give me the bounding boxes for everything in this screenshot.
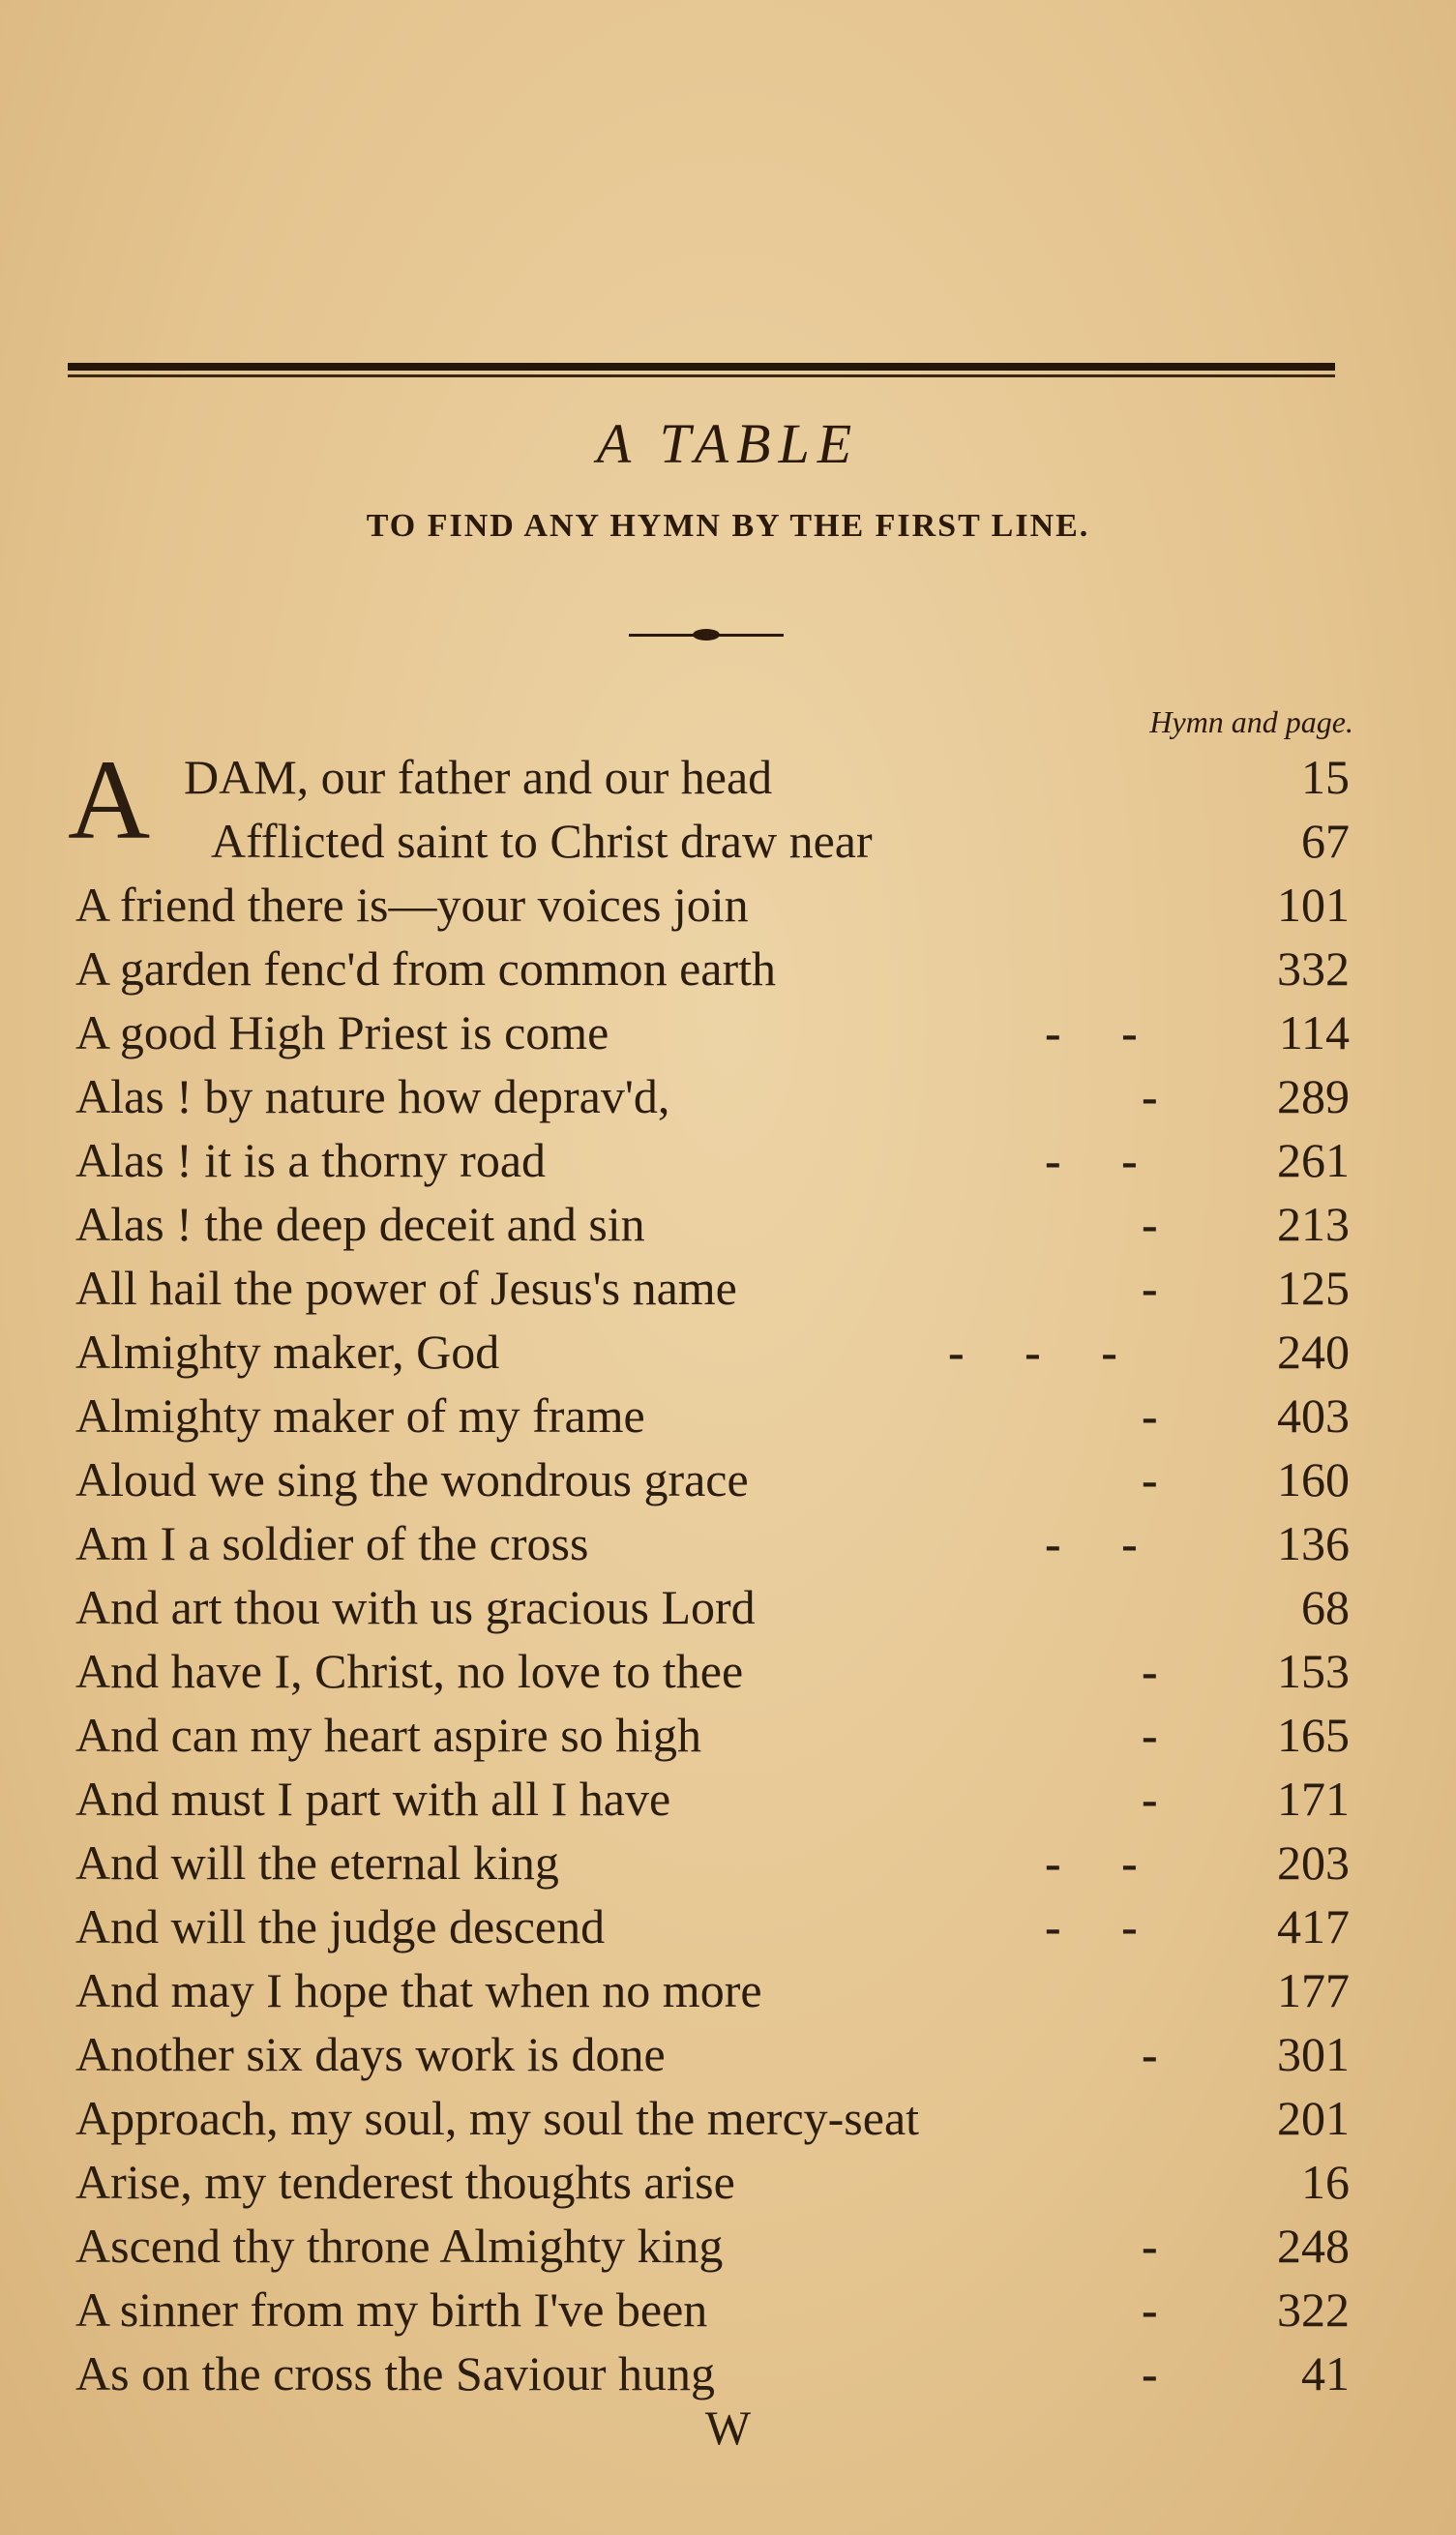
index-entry — [0, 1320, 1456, 1384]
index-entry — [0, 873, 1456, 937]
index-entry — [0, 1511, 1456, 1575]
entry-leader-dashes: - — [1142, 1708, 1158, 1762]
index-entry — [0, 1767, 1456, 1831]
entry-first-line: A sinner from my birth I've been — [75, 2282, 708, 2337]
index-entry — [0, 1958, 1456, 2022]
entry-first-line: And must I part with all I have — [75, 1772, 671, 1826]
entry-first-line: Approach, my soul, my soul the mercy-seat — [75, 2091, 920, 2145]
entry-page-number: 160 — [1277, 1452, 1350, 1506]
entry-page-number: 322 — [1277, 2282, 1350, 2337]
rule-thick-line — [68, 363, 1335, 371]
entry-leader-dashes: - — [1142, 1261, 1158, 1315]
entry-first-line: Aloud we sing the wondrous grace — [75, 1452, 749, 1506]
entry-page-number: 101 — [1277, 878, 1350, 932]
index-entry — [0, 2278, 1456, 2341]
index-entry — [0, 1575, 1456, 1639]
entry-page-number: 165 — [1277, 1708, 1350, 1762]
index-entry — [0, 745, 1456, 809]
entry-first-line: And will the eternal king — [75, 1835, 559, 1890]
entry-first-line: Arise, my tenderest thoughts arise — [75, 2155, 735, 2209]
entry-first-line: And may I hope that when no more — [75, 1963, 762, 2017]
entry-leader-dashes: - - — [1045, 1516, 1138, 1570]
index-entry — [0, 2150, 1456, 2214]
entry-page-number: 125 — [1277, 1261, 1350, 1315]
top-double-rule — [68, 363, 1335, 378]
entry-page-number: 332 — [1277, 941, 1350, 996]
entry-first-line: And will the judge descend — [75, 1899, 606, 1953]
entry-leader-dashes: - — [1142, 1069, 1158, 1123]
entry-page-number: 240 — [1277, 1325, 1350, 1379]
entry-leader-dashes: - — [1142, 1452, 1158, 1506]
ornament-center — [693, 629, 720, 641]
entry-page-number: 41 — [1301, 2346, 1350, 2401]
entry-page-number: 136 — [1277, 1516, 1350, 1570]
index-entry — [0, 1703, 1456, 1767]
entry-page-number: 16 — [1301, 2155, 1350, 2209]
entry-page-number: 153 — [1277, 1644, 1350, 1698]
entry-page-number: 114 — [1278, 1005, 1350, 1059]
index-entry — [0, 937, 1456, 1000]
entry-page-number: 301 — [1277, 2027, 1350, 2081]
entry-page-number: 171 — [1277, 1772, 1350, 1826]
entry-leader-dashes: - — [1142, 2027, 1158, 2081]
index-entry — [0, 1128, 1456, 1192]
entry-first-line: Am I a soldier of the cross — [75, 1516, 589, 1570]
entry-first-line: A good High Priest is come — [75, 1005, 609, 1059]
index-entry — [0, 1192, 1456, 1256]
page-title: A TABLE — [596, 412, 860, 475]
index-entry — [0, 2086, 1456, 2150]
entry-first-line: Alas ! the deep deceit and sin — [75, 1197, 645, 1251]
entry-first-line: Almighty maker, God — [75, 1325, 500, 1379]
entry-first-line: All hail the power of Jesus's name — [75, 1261, 737, 1315]
entry-first-line: Alas ! by nature how deprav'd, — [75, 1069, 670, 1123]
entry-first-line: Another six days work is done — [75, 2027, 666, 2081]
entry-leader-dashes: - — [1142, 2219, 1158, 2273]
entry-leader-dashes: - — [1142, 2346, 1158, 2401]
entry-leader-dashes: - — [1142, 1197, 1158, 1251]
entry-leader-dashes: - - — [1045, 1899, 1138, 1953]
entry-leader-dashes: - — [1142, 1772, 1158, 1826]
entry-first-line: A friend there is—your voices join — [75, 878, 749, 932]
entry-page-number: 261 — [1277, 1133, 1350, 1187]
index-entry — [0, 809, 1456, 873]
index-entry — [0, 1000, 1456, 1064]
index-entry — [0, 2341, 1456, 2405]
entry-first-line: Almighty maker of my frame — [75, 1388, 645, 1443]
entry-first-line: Ascend thy throne Almighty king — [75, 2219, 724, 2273]
entry-first-line: And art thou with us gracious Lord — [75, 1580, 756, 1634]
entry-page-number: 403 — [1277, 1388, 1350, 1443]
entry-first-line: As on the cross the Saviour hung — [75, 2346, 716, 2401]
entry-page-number: 177 — [1277, 1963, 1350, 2017]
entry-leader-dashes: - - — [1045, 1835, 1138, 1890]
entry-page-number: 203 — [1277, 1835, 1350, 1890]
drop-cap: A — [68, 736, 151, 863]
index-entry — [0, 1384, 1456, 1447]
entry-page-number: 201 — [1277, 2091, 1350, 2145]
index-entry — [0, 2214, 1456, 2278]
entry-leader-dashes: - — [1142, 2282, 1158, 2337]
entry-leader-dashes: - - - — [948, 1325, 1117, 1379]
entry-first-line: And can my heart aspire so high — [75, 1708, 702, 1762]
page-subtitle: TO FIND ANY HYMN BY THE FIRST LINE. — [366, 508, 1090, 544]
signature-mark: W — [704, 2401, 752, 2455]
index-entry — [0, 1447, 1456, 1511]
entry-page-number: 68 — [1301, 1580, 1350, 1634]
rule-thin-line — [68, 374, 1335, 377]
ornament-divider — [629, 629, 784, 642]
entry-leader-dashes: - - — [1045, 1133, 1138, 1187]
entry-leader-dashes: - — [1142, 1644, 1158, 1698]
entry-first-line: A garden fenc'd from common earth — [75, 941, 777, 996]
entry-page-number: 248 — [1277, 2219, 1350, 2273]
entry-first-line: And have I, Christ, no love to thee — [75, 1644, 744, 1698]
index-entry — [0, 1831, 1456, 1894]
index-entry — [0, 2022, 1456, 2086]
entry-leader-dashes: - — [1142, 1388, 1158, 1443]
column-header: Hymn and page. — [1149, 704, 1353, 739]
index-entry — [0, 1256, 1456, 1320]
entry-page-number: 417 — [1277, 1899, 1350, 1953]
entry-leader-dashes: - - — [1045, 1005, 1138, 1059]
index-entry — [0, 1894, 1456, 1958]
index-entry — [0, 1064, 1456, 1128]
entry-first-line: DAM, our father and our head — [184, 750, 773, 804]
entry-first-line: Afflicted saint to Christ draw near — [211, 814, 873, 868]
entry-first-line: Alas ! it is a thorny road — [75, 1133, 547, 1187]
entry-page-number: 213 — [1277, 1197, 1350, 1251]
entry-page-number: 67 — [1301, 814, 1350, 868]
index-entry — [0, 1639, 1456, 1703]
entry-page-number: 289 — [1277, 1069, 1350, 1123]
entry-page-number: 15 — [1301, 750, 1350, 804]
